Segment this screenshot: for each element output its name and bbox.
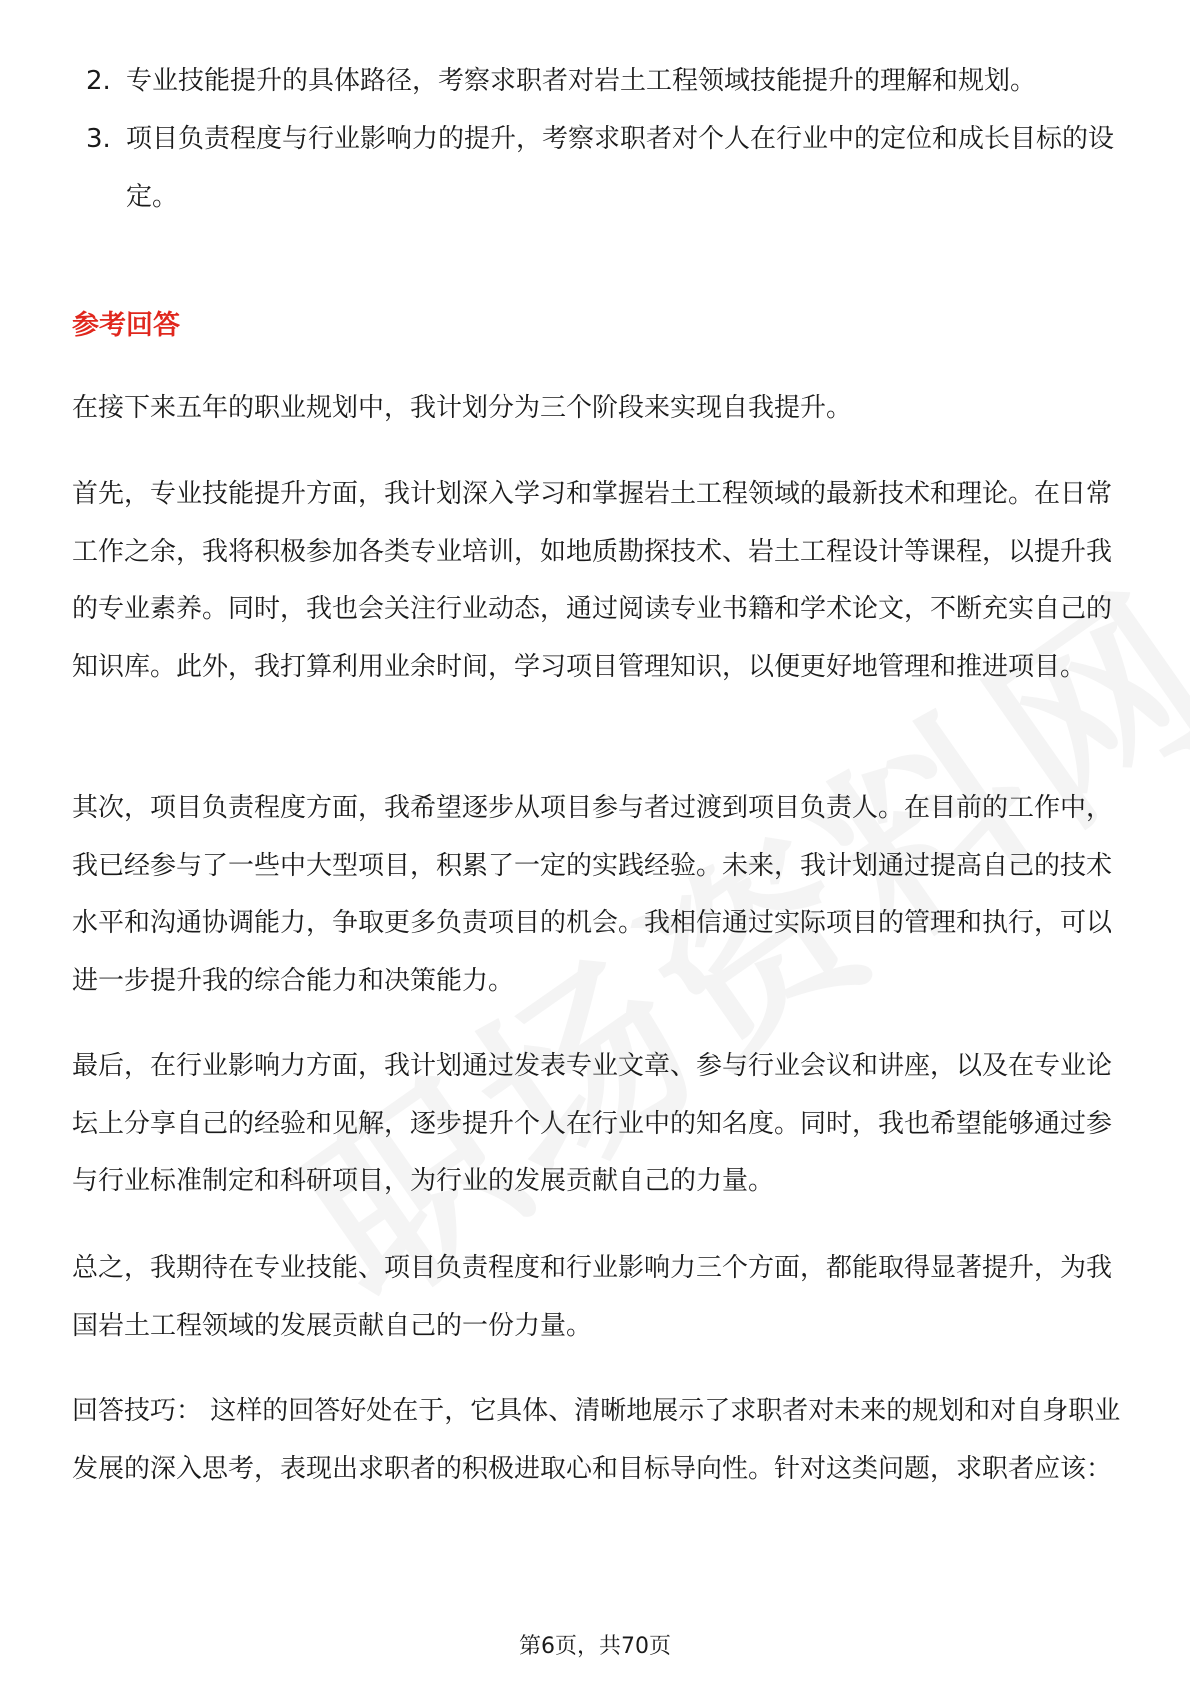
paragraph-project: 其次，项目负责程度方面，我希望逐步从项目参与者过渡到项目负责人。在目前的工作中，我已经参与了一些中大型项目，积累了一定的实践经验。未来，我计划通过提高自己的技术水平和沟通协调能力，争取更多负责项目的机会。我相信通过实际项目的管理和执行，可以进一步提升我的综合能力和决策能力。 — [72, 793, 1113, 996]
list-item — [72, 52, 1122, 110]
list-item-text: 专业技能提升的具体路径，考察求职者对岩土工程领域技能提升的理解和规划。 — [126, 66, 1037, 96]
paragraph-summary: 总之，我期待在专业技能、项目负责程度和行业影响力三个方面，都能取得显著提升，为我国岩土工程领域的发展贡献自己的一份力量。 — [72, 1253, 1113, 1341]
paragraph-intro: 在接下来五年的职业规划中，我计划分为三个阶段来实现自我提升。 — [72, 393, 853, 423]
list-item-number: 3. — [86, 124, 111, 154]
numbered-list — [72, 52, 1122, 226]
paragraph-tips: 回答技巧： 这样的回答好处在于，它具体、清晰地展示了求职者对未来的规划和对自身职业发展的深入思考，表现出求职者的积极进取心和目标导向性。针对这类问题，求职者应该： — [72, 1396, 1121, 1484]
list-item-number: 2. — [86, 66, 111, 96]
paragraph-skills: 首先，专业技能提升方面，我计划深入学习和掌握岩土工程领域的最新技术和理论。在日常工作之余，我将积极参加各类专业培训，如地质勘探技术、岩土工程设计等课程，以提升我的专业素养。同时，我也会关注行业动态，通过阅读专业书籍和学术论文，不断充实自己的知识库。此外，我打算利用业余时间，学习项目管理知识，以便更好地管理和推进项目。 — [72, 479, 1113, 682]
paragraph-influence: 最后，在行业影响力方面，我计划通过发表专业文章、参与行业会议和讲座，以及在专业论坛上分享自己的经验和见解，逐步提升个人在行业中的知名度。同时，我也希望能够通过参与行业标准制定和科研项目，为行业的发展贡献自己的力量。 — [72, 1051, 1113, 1196]
section-heading: 参考回答 — [72, 310, 180, 341]
list-item-text: 项目负责程度与行业影响力的提升，考察求职者对个人在行业中的定位和成长目标的设定。 — [126, 124, 1115, 212]
list-item — [72, 110, 1122, 226]
page-number-footer: 第6页，共70页 — [519, 1634, 671, 1659]
